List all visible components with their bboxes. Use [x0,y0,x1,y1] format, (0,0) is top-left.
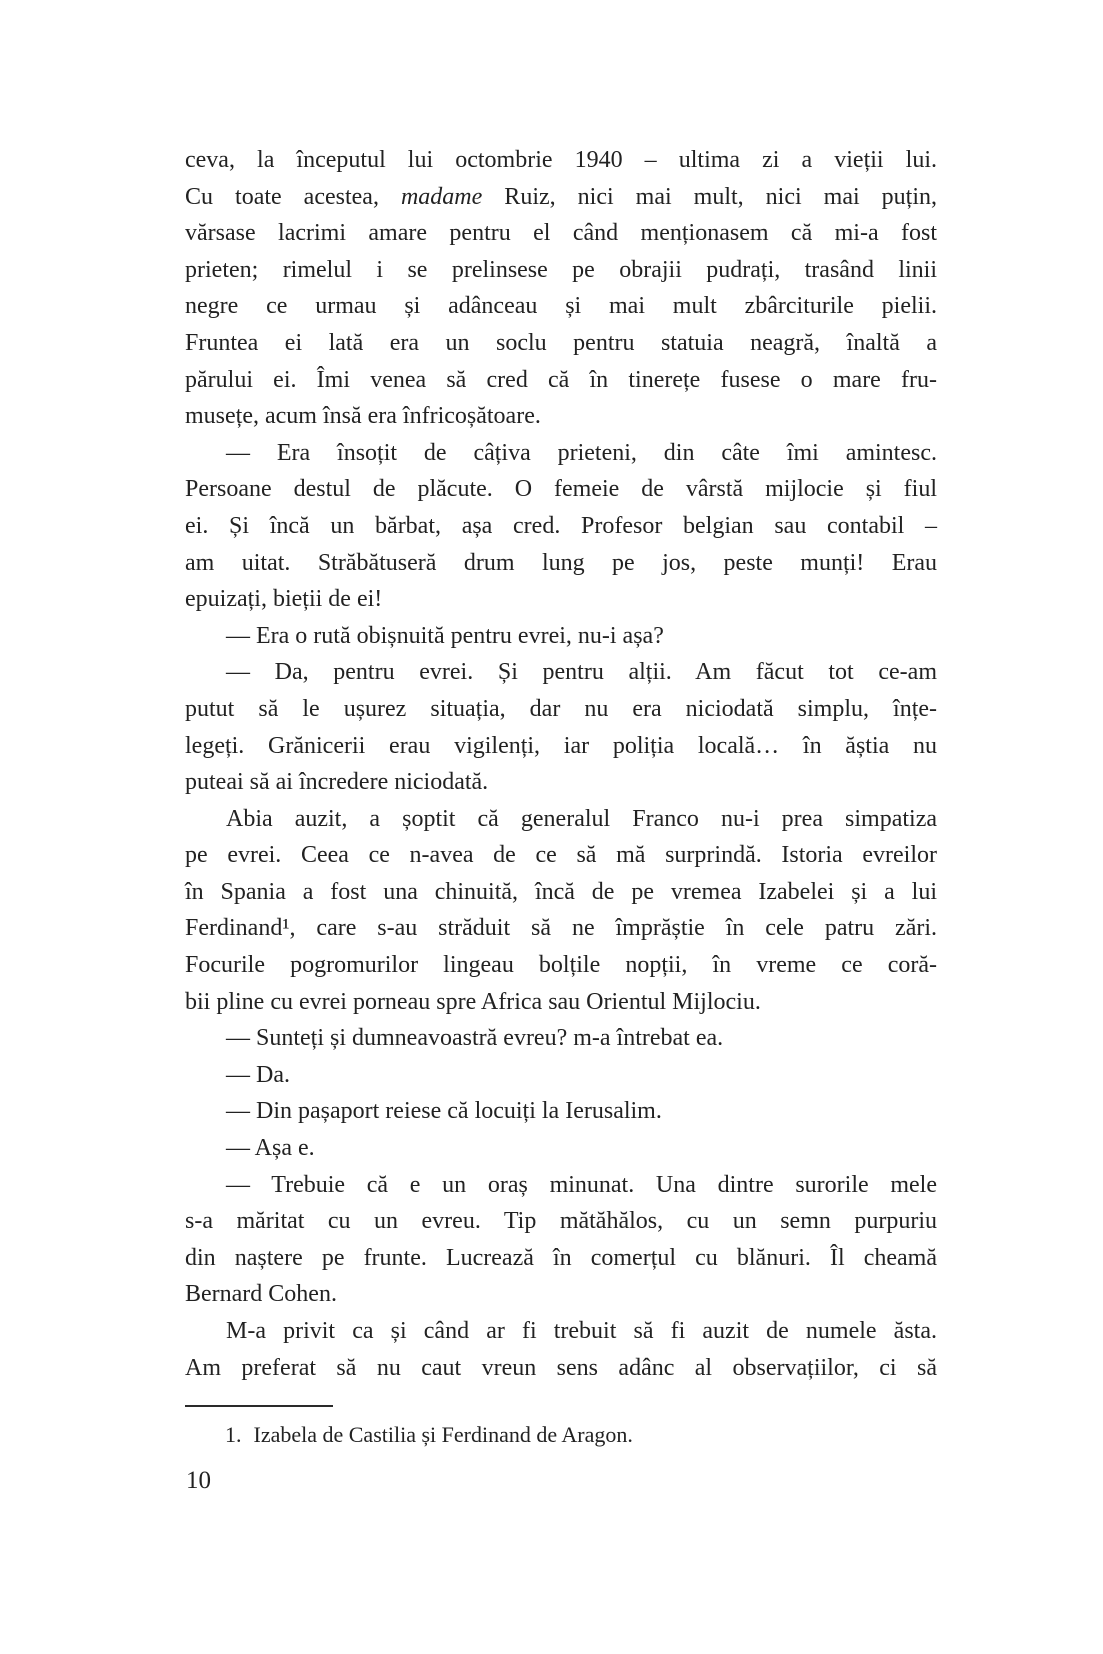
text-line: — Sunteți și dumneavoastră evreu? m-a întrebat ea. [226,1025,724,1052]
text-line: din naștere pe frunte. Lucrează în comerțul cu blănuri. Îl cheamă [185,1244,937,1271]
text-line: puteai să ai încredere niciodată. [185,769,489,796]
footnote-separator-rule [185,1405,333,1407]
footnote-text: Izabela de Castilia și Ferdinand de Aragon. [253,1422,633,1447]
text-line: — Așa e. [226,1135,315,1162]
text-line: musețe, acum însă era înfricoșătoare. [185,403,541,430]
text-line: Cu toate acestea, madame Ruiz, nici mai mult, nici mai puțin, [185,183,938,210]
text-line: Persoane destul de plăcute. O femeie de vârstă mijlocie și fiul [185,476,937,503]
footnote-number: 1. [225,1422,242,1447]
text-block [185,142,937,1386]
text-line: am uitat. Străbătuseră drum lung pe jos, peste munți! Erau [185,549,937,576]
text-line: Bernard Cohen. [185,1281,337,1308]
page-number: 10 [186,1467,211,1494]
text-line: epuizați, bieții de ei! [185,586,383,613]
text-line: pe evrei. Ceea ce n-avea de ce să mă surprindă. Istoria evreilor [185,842,937,869]
footnote [225,1421,633,1449]
text-line: bii pline cu evrei porneau spre Africa sau Orientul Mijlociu. [185,988,761,1015]
text-line: — Da. [226,1061,290,1088]
text-line: părului ei. Îmi venea să cred că în tinerețe fusese o mare fru- [185,366,937,393]
text-line: s-a măritat cu un evreu. Tip mătăhălos, cu un semn purpuriu [185,1208,937,1235]
text-line: ei. Și încă un bărbat, așa cred. Profesor belgian sau contabil – [185,512,937,539]
text-line: ceva, la începutul lui octombrie 1940 – ultima zi a vieții lui. [185,147,937,173]
text-line: — Trebuie că e un oraș minunat. Una dintre surorile mele [226,1171,937,1198]
text-line: în Spania a fost una chinuită, încă de pe vremea Izabelei și a lui [185,878,937,905]
text-line: vărsase lacrimi amare pentru el când menționasem că mi-a fost [185,220,937,247]
text-line: — Era o rută obișnuită pentru evrei, nu-i așa? [226,622,664,649]
text-line: prieten; rimelul i se prelinsese pe obrajii pudrați, trasând linii [185,256,937,283]
text-line: Abia auzit, a șoptit că generalul Franco nu-i prea simpatiza [226,805,937,832]
text-line: putut să le ușurez situația, dar nu era niciodată simplu, înțe- [185,695,937,722]
text-line: — Din pașaport reiese că locuiți la Ierusalim. [226,1098,662,1125]
text-line: Am preferat să nu caut vreun sens adânc al observațiilor, ci să [185,1354,937,1381]
text-line: — Da, pentru evrei. Și pentru alții. Am făcut tot ce-am [226,659,937,686]
text-line: Fruntea ei lată era un soclu pentru statuia neagră, înaltă a [185,329,937,356]
text-line: Focurile pogromurilor lingeau bolțile nopții, în vreme ce coră- [185,952,937,979]
text-line: negre ce urmau și adânceau și mai mult zbârciturile pielii. [185,293,937,320]
text-line: M-a privit ca și când ar fi trebuit să fi auzit de numele ăsta. [226,1318,937,1344]
text-line: — Era însoțit de câțiva prieteni, din câte îmi amintesc. [226,439,937,466]
text-line: Ferdinand¹, care s-au străduit să ne împrăștie în cele patru zări. [185,915,937,942]
text-line: legeți. Grănicerii erau vigilenți, iar poliția locală… în ăștia nu [185,732,937,759]
